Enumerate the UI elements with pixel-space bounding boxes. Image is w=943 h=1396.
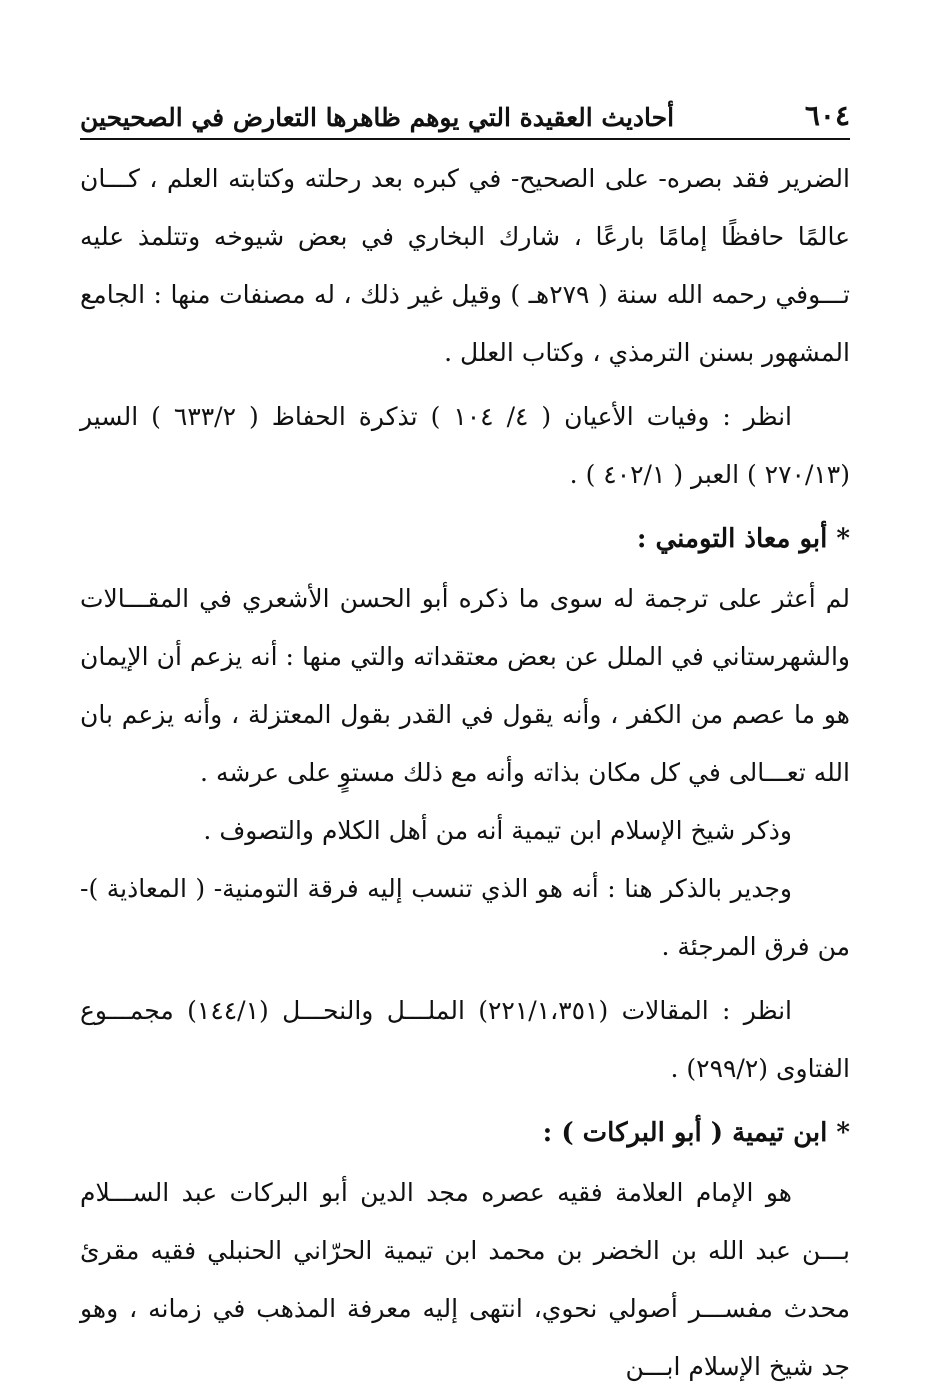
page-body	[80, 150, 850, 1396]
paragraph-abu-muadh-bio: لم أعثر على ترجمة له سوى ما ذكره أبو الحسن الأشعري في المقـــالات والشهرستاني في الملل عن بعض معتقداته والتي منها : أنه يزعم أن الإيمان هو ما عصم من الكفر ، وأنه يقول في القدر بقول المعتزلة ، وأنه يزعم بان الله تعـــالى في كل مكان بذاته وأنه مع ذلك مستوٍ على عرشه .	[80, 584, 850, 787]
references-tirmidhi: انظر : وفيات الأعيان ( ٤/ ١٠٤ ) تذكرة الحفاظ ( ٦٣٣/٢ ) السير (٢٧٠/١٣ ) العبر ( ٤٠٢/١ ) .	[80, 402, 850, 489]
running-title: أحاديث العقيدة التي يوهم ظاهرها التعارض في الصحيحين	[80, 103, 675, 132]
entry-heading-abu-al-barakat: * ابن تيمية ( أبو البركات ) :	[542, 1118, 850, 1148]
paragraph-ibn-taymiyya-mention: وذكر شيخ الإسلام ابن تيمية أنه من أهل الكلام والتصوف .	[203, 816, 792, 845]
page-number: ٦٠٤	[804, 99, 850, 132]
paragraph-tirmidhi-bio: الضرير فقد بصره- على الصحيح- في كبره بعد رحلته وكتابته العلم ، كـــان عالمًا حافظًا إمامًا بارعًا ، شارك البخاري في بعض شيوخه وتتلمذ عليه تـــوفي رحمه الله سنة ( ٢٧٩هـ ) وقيل غير ذلك ، له مصنفات منها : الجامع المشهور بسنن الترمذي ، وكتاب العلل .	[80, 164, 850, 367]
paragraph-abu-al-barakat-bio: هو الإمام العلامة فقيه عصره مجد الدين أبو البركات عبد الســـلام بـــن عبد الله بن الخضر بن محمد ابن تيمية الحرّاني الحنبلي فقيه مقرئ محدث مفســـر أصولي نحوي، انتهى إليه معرفة المذهب في زمانه ، وهو جد شيخ الإسلام ابـــن	[80, 1178, 850, 1381]
entry-heading-abu-muadh: * أبو معاذ التومني :	[636, 524, 850, 554]
references-abu-muadh: انظر : المقالات (٢٢١/١،٣٥١) الملـــل والنحـــل (١٤٤/١) مجمـــوع الفتاوى (٢٩٩/٢) .	[80, 996, 850, 1083]
paragraph-tumaniyya-sect: وجدير بالذكر هنا : أنه هو الذي تنسب إليه فرقة التومنية- ( المعاذية )- من فرق المرجئة .	[80, 874, 850, 961]
running-header	[80, 100, 850, 140]
